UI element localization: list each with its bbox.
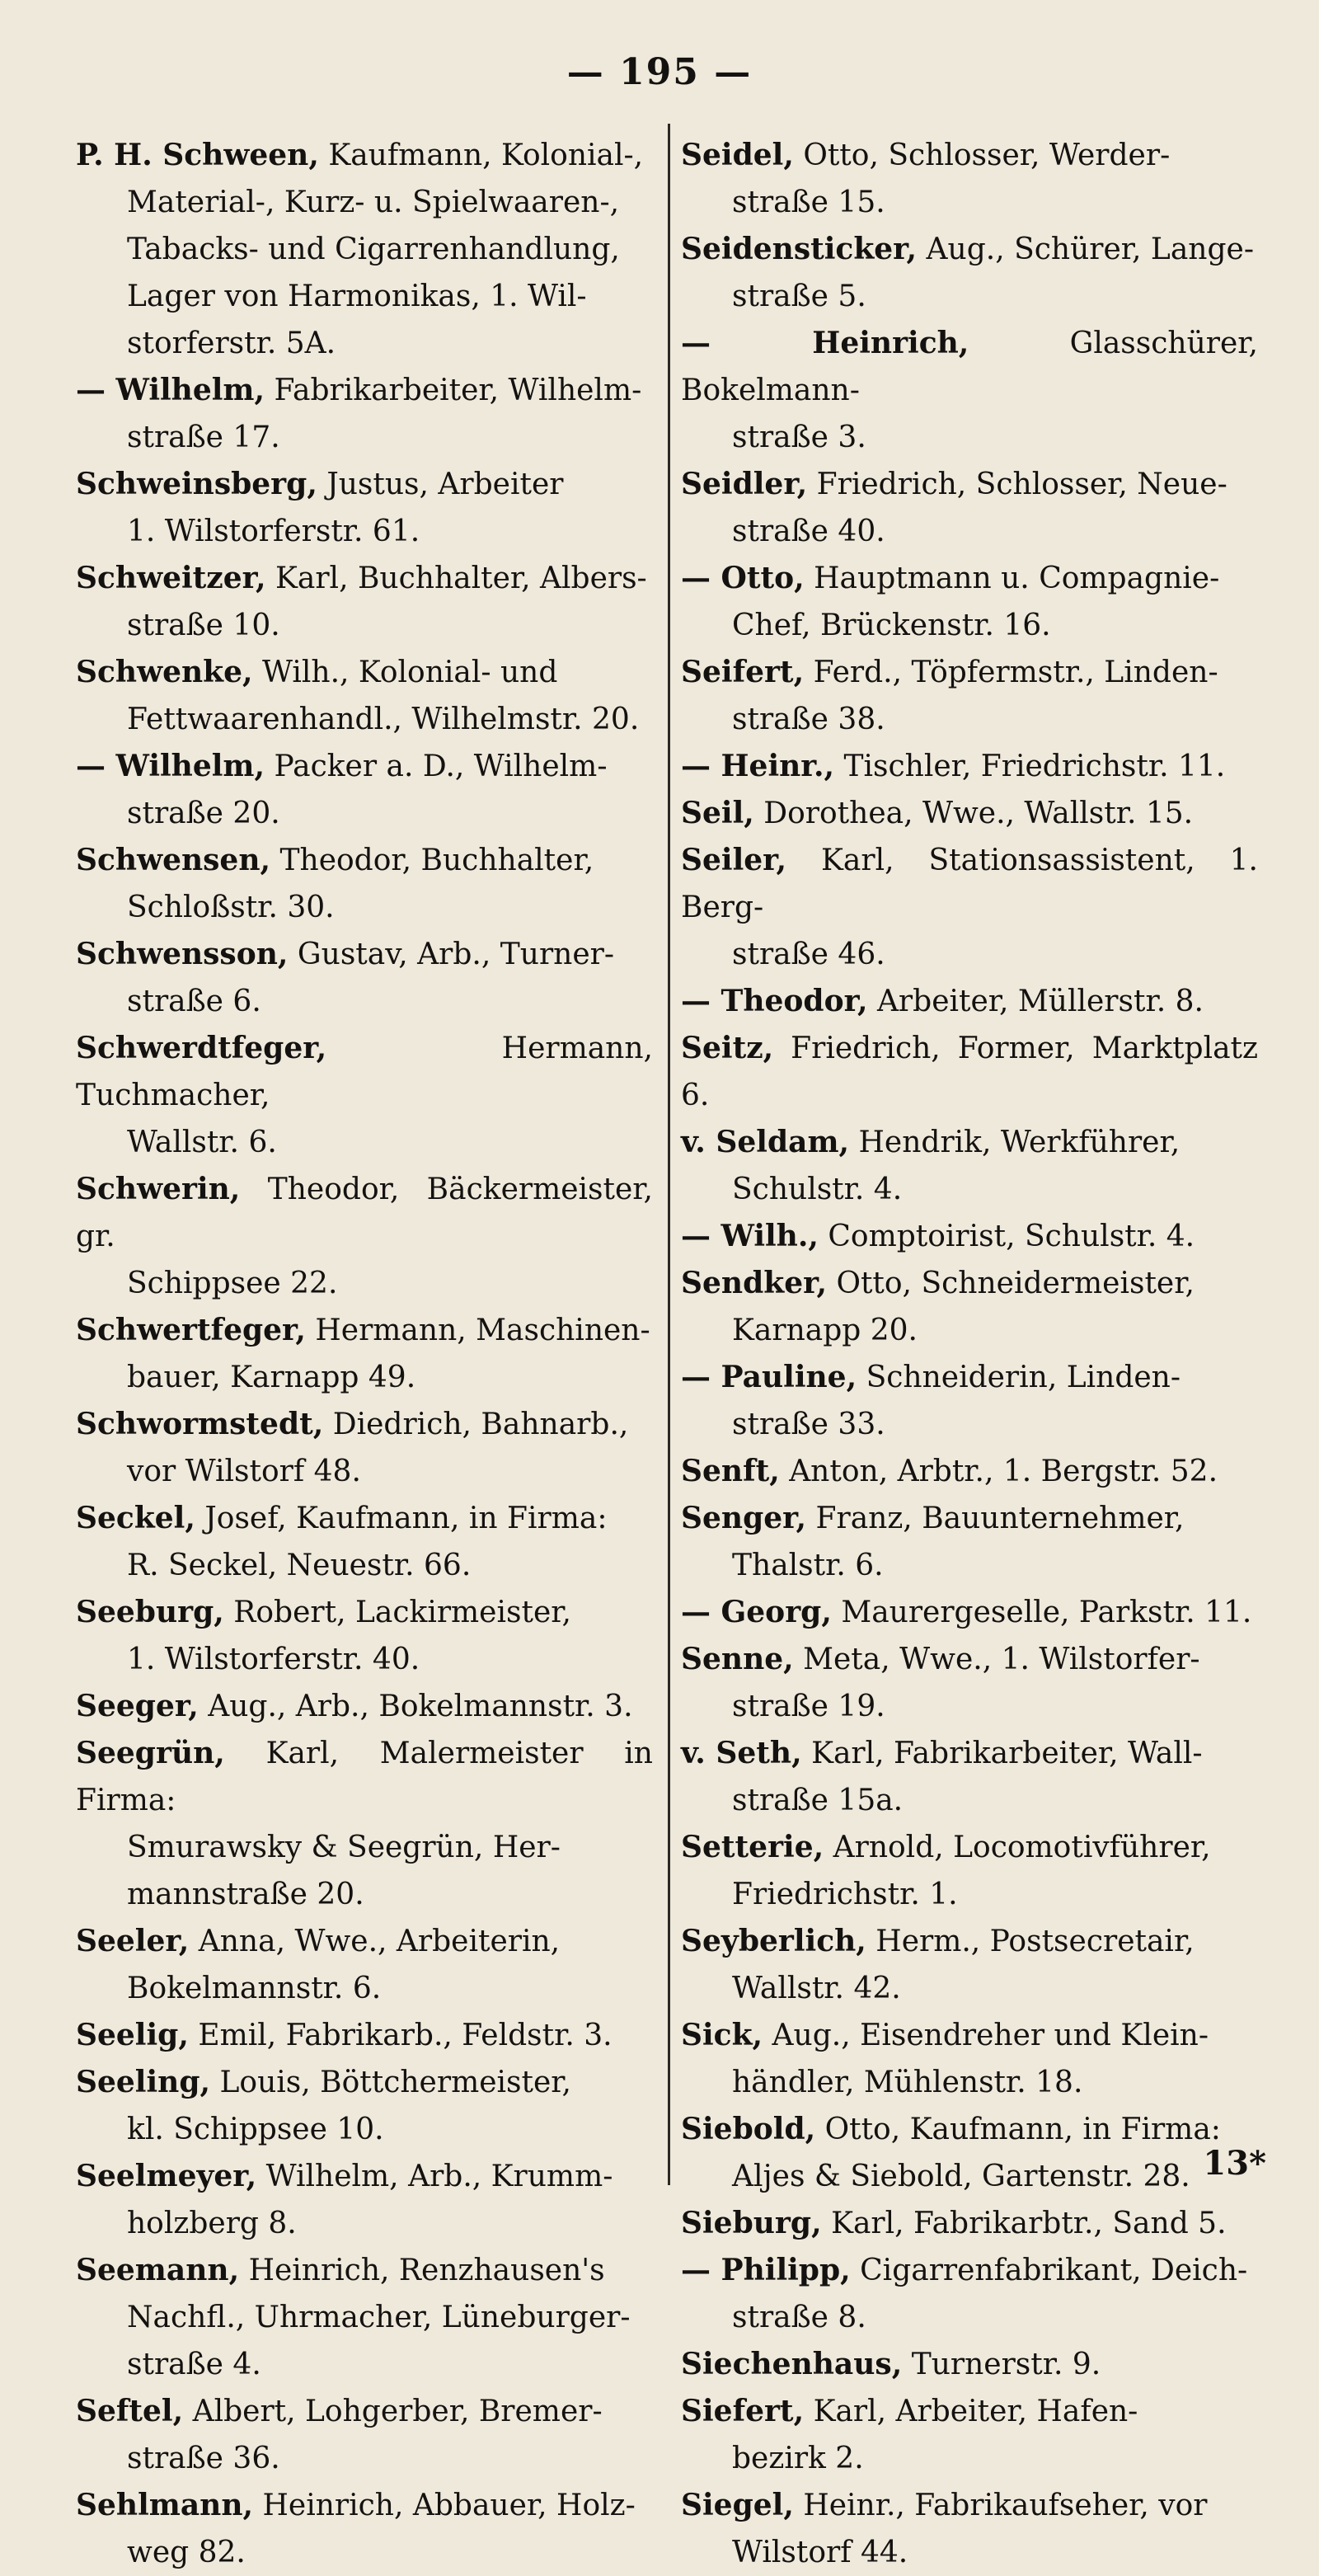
entry-line: Karl, Fabrikarbtr., Sand 5. bbox=[831, 2207, 1227, 2240]
entry-first-line bbox=[681, 1448, 1258, 1495]
entry-first-line bbox=[76, 2012, 653, 2059]
entry-name: Seelig, bbox=[76, 2018, 189, 2052]
entry-continuation-line: straße 3. bbox=[732, 421, 866, 454]
entry-line: Albert, Lohgerber, Bremer- bbox=[192, 2395, 603, 2428]
directory-entry bbox=[681, 320, 1258, 461]
directory-entry bbox=[681, 837, 1258, 978]
entry-name: Siechenhaus, bbox=[681, 2347, 903, 2381]
directory-entry bbox=[681, 1025, 1258, 1119]
directory-entry bbox=[76, 931, 653, 1025]
entry-continuation-line: Wallstr. 42. bbox=[732, 1972, 901, 2005]
entry-continuation-line: straße 10. bbox=[127, 609, 280, 642]
entry-name: P. H. Schween, bbox=[76, 138, 319, 172]
entry-name: Senft, bbox=[681, 1454, 780, 1488]
entry-name: Sehlmann, bbox=[76, 2488, 254, 2522]
entry-continuation-line: Schloßstr. 30. bbox=[127, 891, 335, 924]
entry-first-line bbox=[681, 837, 1258, 931]
directory-entry bbox=[76, 555, 653, 649]
entry-first-line bbox=[681, 2482, 1258, 2529]
directory-entry bbox=[681, 2388, 1258, 2482]
entry-continuation-line: straße 38. bbox=[732, 703, 885, 736]
entry-first-line bbox=[681, 132, 1258, 179]
entry-continuation-line: holzberg 8. bbox=[127, 2207, 297, 2240]
entry-first-line bbox=[76, 1495, 653, 1542]
directory-entry bbox=[76, 2247, 653, 2388]
directory-entry bbox=[681, 790, 1258, 837]
entry-continuation-line: Nachfl., Uhrmacher, Lüneburger- bbox=[127, 2301, 631, 2334]
directory-entry bbox=[76, 2059, 653, 2153]
entry-continuation-line: mannstraße 20. bbox=[127, 1878, 364, 1911]
entry-line: Maurergeselle, Parkstr. 11. bbox=[841, 1596, 1252, 1629]
entry-line: Wilh., Kolonial- und bbox=[262, 656, 558, 689]
entry-line: Anna, Wwe., Arbeiterin, bbox=[198, 1925, 561, 1958]
entry-line: Dorothea, Wwe., Wallstr. 15. bbox=[763, 797, 1194, 830]
entry-first-line bbox=[76, 743, 653, 790]
entry-continuation-line: straße 8. bbox=[732, 2301, 866, 2334]
entry-name: Sendker, bbox=[681, 1266, 827, 1300]
entry-continuation-line: straße 4. bbox=[127, 2348, 261, 2381]
entry-name: Seifert, bbox=[681, 655, 805, 689]
entry-name: Seitz, bbox=[681, 1031, 774, 1065]
directory-entry bbox=[681, 1824, 1258, 1918]
entry-line: Ferd., Töpfermstr., Linden- bbox=[813, 656, 1218, 689]
entry-line: Karl, Malermeister in Firma: bbox=[76, 1737, 653, 1817]
directory-entry bbox=[76, 461, 653, 555]
entry-line: Friedrich, Schlosser, Neue- bbox=[816, 468, 1227, 501]
right-column bbox=[681, 132, 1258, 2576]
directory-entry bbox=[681, 2012, 1258, 2106]
entry-line: Arbeiter, Müllerstr. 8. bbox=[876, 985, 1204, 1018]
directory-entry bbox=[76, 1683, 653, 1730]
entry-line: Heinrich, Renzhausen's bbox=[248, 2254, 605, 2287]
entry-line: Hermann, Maschinen- bbox=[315, 1314, 650, 1347]
entry-continuation-line: straße 15. bbox=[732, 186, 885, 219]
entry-line: Aug., Schürer, Lange- bbox=[926, 233, 1254, 266]
entry-continuation-line: straße 20. bbox=[127, 797, 280, 830]
entry-name: Schwerin, bbox=[76, 1172, 241, 1206]
entry-continuation-line: Bokelmannstr. 6. bbox=[127, 1972, 382, 2005]
directory-entry bbox=[681, 978, 1258, 1025]
entry-line: Hendrik, Werkführer, bbox=[858, 1126, 1181, 1159]
column-divider bbox=[668, 124, 670, 2185]
entry-name: Seegrün, bbox=[76, 1736, 225, 1770]
entry-continuation-line: weg 82. bbox=[127, 2536, 246, 2569]
entry-name: Schwensen, bbox=[76, 843, 271, 877]
entry-name: Seeler, bbox=[76, 1924, 190, 1958]
entry-first-line bbox=[76, 2247, 653, 2294]
directory-entry bbox=[76, 2153, 653, 2247]
entry-first-line bbox=[681, 1354, 1258, 1401]
entry-name: Sick, bbox=[681, 2018, 763, 2052]
directory-entry bbox=[681, 1213, 1258, 1260]
entry-first-line bbox=[681, 743, 1258, 790]
entry-name: — Philipp, bbox=[681, 2253, 851, 2287]
entry-first-line bbox=[76, 1918, 653, 1965]
entry-name: Setterie, bbox=[681, 1830, 824, 1864]
entry-first-line bbox=[681, 2106, 1258, 2153]
entry-continuation-line: Wilstorf 44. bbox=[732, 2536, 908, 2569]
entry-line: Louis, Böttchermeister, bbox=[219, 2066, 571, 2099]
entry-continuation-line: straße 6. bbox=[127, 985, 261, 1018]
entry-first-line bbox=[681, 2388, 1258, 2435]
directory-entry bbox=[76, 2388, 653, 2482]
entry-first-line bbox=[681, 1213, 1258, 1260]
entry-line: Otto, Schlosser, Werder- bbox=[803, 139, 1171, 172]
entry-first-line bbox=[76, 2388, 653, 2435]
entry-continuation-line: Material-, Kurz- u. Spielwaaren-, bbox=[127, 186, 620, 219]
entry-line: Turnerstr. 9. bbox=[911, 2348, 1101, 2381]
entry-line: Emil, Fabrikarb., Feldstr. 3. bbox=[198, 2019, 613, 2052]
directory-entry bbox=[681, 649, 1258, 743]
entry-line: Aug., Arb., Bokelmannstr. 3. bbox=[208, 1690, 633, 1723]
entry-line: Hauptmann u. Compagnie- bbox=[814, 562, 1220, 595]
entry-name: v. Seldam, bbox=[681, 1125, 850, 1159]
directory-entry bbox=[681, 226, 1258, 320]
entry-first-line bbox=[76, 2059, 653, 2106]
entry-line: Packer a. D., Wilhelm- bbox=[274, 750, 608, 783]
entry-line: Karl, Fabrikarbeiter, Wall- bbox=[811, 1737, 1203, 1770]
directory-entry bbox=[681, 555, 1258, 649]
entry-name: Schweinsberg, bbox=[76, 467, 317, 501]
directory-entry bbox=[681, 461, 1258, 555]
entry-first-line bbox=[681, 226, 1258, 273]
entry-line: Karl, Buchhalter, Albers- bbox=[275, 562, 647, 595]
entry-first-line bbox=[681, 461, 1258, 508]
entry-first-line bbox=[76, 1166, 653, 1260]
directory-entry bbox=[76, 1025, 653, 1166]
entry-first-line bbox=[76, 2153, 653, 2200]
entry-name: v. Seth, bbox=[681, 1736, 802, 1770]
entry-name: — Pauline, bbox=[681, 1360, 857, 1394]
entry-name: Seeger, bbox=[76, 1689, 199, 1723]
entry-first-line bbox=[681, 2341, 1258, 2388]
entry-first-line bbox=[76, 1683, 653, 1730]
entry-first-line bbox=[76, 837, 653, 884]
directory-entry bbox=[76, 1401, 653, 1495]
entry-first-line bbox=[76, 1025, 653, 1119]
entry-line: Karl, Stationsassistent, 1. Berg- bbox=[681, 844, 1258, 924]
entry-continuation-line: Schulstr. 4. bbox=[732, 1173, 903, 1206]
entry-line: Herm., Postsecretair, bbox=[875, 1925, 1195, 1958]
directory-entry bbox=[76, 367, 653, 461]
entry-continuation-line: straße 36. bbox=[127, 2442, 280, 2475]
entry-name: — Wilh., bbox=[681, 1219, 819, 1253]
directory-entry bbox=[76, 1307, 653, 1401]
directory-entry bbox=[681, 1448, 1258, 1495]
entry-name: Seidensticker, bbox=[681, 232, 918, 266]
entry-first-line bbox=[681, 1636, 1258, 1683]
entry-first-line bbox=[76, 649, 653, 696]
directory-entry bbox=[681, 1119, 1258, 1213]
directory-entry bbox=[76, 649, 653, 743]
entry-continuation-line: straße 15a. bbox=[732, 1784, 904, 1817]
entry-name: Seyberlich, bbox=[681, 1924, 866, 1958]
entry-line: Robert, Lackirmeister, bbox=[233, 1596, 571, 1629]
entry-continuation-line: händler, Mühlenstr. 18. bbox=[732, 2066, 1083, 2099]
entry-name: Schwensson, bbox=[76, 937, 289, 971]
entry-name: Schwertfeger, bbox=[76, 1313, 306, 1347]
directory-entry bbox=[681, 1260, 1258, 1354]
entry-continuation-line: Thalstr. 6. bbox=[732, 1549, 884, 1582]
entry-name: — Georg, bbox=[681, 1595, 832, 1629]
entry-line: Meta, Wwe., 1. Wilstorfer- bbox=[803, 1643, 1200, 1676]
entry-first-line bbox=[681, 320, 1258, 414]
entry-name: Schwormstedt, bbox=[76, 1407, 324, 1441]
directory-entry bbox=[76, 132, 653, 367]
entry-first-line bbox=[76, 461, 653, 508]
directory-entry bbox=[76, 2012, 653, 2059]
entry-continuation-line: Wallstr. 6. bbox=[127, 1126, 277, 1159]
entry-continuation-line: bezirk 2. bbox=[732, 2442, 864, 2475]
directory-entry bbox=[76, 837, 653, 931]
entry-line: Wilhelm, Arb., Krumm- bbox=[265, 2160, 613, 2193]
entry-name: Seiler, bbox=[681, 843, 787, 877]
entry-line: Otto, Kaufmann, in Firma: bbox=[824, 2113, 1221, 2146]
entry-line: Friedrich, Former, Marktplatz 6. bbox=[681, 1032, 1258, 1112]
entry-first-line bbox=[76, 132, 653, 179]
entry-line: Schneiderin, Linden- bbox=[866, 1361, 1181, 1394]
entry-continuation-line: Tabacks- und Cigarrenhandlung, bbox=[127, 233, 620, 266]
entry-line: Tischler, Friedrichstr. 11. bbox=[843, 750, 1226, 783]
entry-line: Anton, Arbtr., 1. Bergstr. 52. bbox=[789, 1455, 1218, 1488]
entry-line: Justus, Arbeiter bbox=[326, 468, 564, 501]
entry-continuation-line: storferstr. 5A. bbox=[127, 327, 336, 360]
entry-line: Heinr., Fabrikaufseher, vor bbox=[803, 2489, 1208, 2522]
entry-continuation-line: vor Wilstorf 48. bbox=[127, 1455, 361, 1488]
entry-line: Glasschürer, Bokelmann- bbox=[681, 327, 1258, 407]
entry-name: Seeling, bbox=[76, 2065, 211, 2099]
entry-first-line bbox=[681, 790, 1258, 837]
entry-name: — Heinr., bbox=[681, 749, 835, 783]
entry-name: Seemann, bbox=[76, 2253, 240, 2287]
directory-entry bbox=[681, 2341, 1258, 2388]
entry-line: Theodor, Bäckermeister, gr. bbox=[76, 1173, 653, 1253]
entry-line: Karl, Arbeiter, Hafen- bbox=[813, 2395, 1138, 2428]
entry-name: Siebold, bbox=[681, 2112, 816, 2146]
entry-continuation-line: kl. Schippsee 10. bbox=[127, 2113, 384, 2146]
directory-entry bbox=[681, 1730, 1258, 1824]
entry-first-line bbox=[76, 1589, 653, 1636]
entry-name: Seelmeyer, bbox=[76, 2159, 257, 2193]
printer-signature: 13* bbox=[1203, 2144, 1266, 2183]
directory-entry bbox=[76, 1495, 653, 1589]
entry-continuation-line: bauer, Karnapp 49. bbox=[127, 1361, 416, 1394]
entry-name: Schwerdtfeger, bbox=[76, 1031, 327, 1065]
entry-continuation-line: Schippsee 22. bbox=[127, 1267, 338, 1300]
entry-first-line bbox=[681, 1025, 1258, 1119]
entry-name: — Otto, bbox=[681, 561, 805, 595]
directory-entry bbox=[681, 2247, 1258, 2341]
entry-line: Diedrich, Bahnarb., bbox=[332, 1408, 629, 1441]
entry-name: — Wilhelm, bbox=[76, 749, 265, 783]
entry-name: Schweitzer, bbox=[76, 561, 266, 595]
entry-line: Kaufmann, Kolonial-, bbox=[328, 139, 644, 172]
entry-name: — Wilhelm, bbox=[76, 373, 265, 407]
entry-line: Comptoirist, Schulstr. 4. bbox=[828, 1220, 1195, 1253]
directory-entry bbox=[681, 2200, 1258, 2247]
entry-line: Fabrikarbeiter, Wilhelm- bbox=[274, 374, 642, 407]
entry-first-line bbox=[681, 1918, 1258, 1965]
entry-name: Siefert, bbox=[681, 2394, 805, 2428]
entry-continuation-line: straße 46. bbox=[732, 938, 885, 971]
directory-entry bbox=[681, 2482, 1258, 2576]
entry-first-line bbox=[76, 2482, 653, 2529]
directory-entry bbox=[76, 743, 653, 837]
entry-continuation-line: straße 40. bbox=[732, 515, 885, 548]
entry-name: Siegel, bbox=[681, 2488, 794, 2522]
left-column bbox=[76, 132, 653, 2576]
directory-entry bbox=[681, 1918, 1258, 2012]
entry-first-line bbox=[76, 1307, 653, 1354]
entry-name: Seeburg, bbox=[76, 1595, 224, 1629]
entry-name: Seil, bbox=[681, 796, 754, 830]
entry-first-line bbox=[681, 1260, 1258, 1307]
entry-first-line bbox=[681, 978, 1258, 1025]
entry-name: — Heinrich, bbox=[681, 326, 969, 360]
entry-first-line bbox=[681, 649, 1258, 696]
entry-name: Seidler, bbox=[681, 467, 808, 501]
directory-entry bbox=[76, 2482, 653, 2576]
entry-first-line bbox=[681, 1589, 1258, 1636]
entry-name: — Theodor, bbox=[681, 984, 868, 1018]
entry-first-line bbox=[76, 1730, 653, 1824]
entry-first-line bbox=[681, 555, 1258, 602]
directory-entry bbox=[681, 1636, 1258, 1730]
entry-continuation-line: Chef, Brückenstr. 16. bbox=[732, 609, 1051, 642]
entry-line: Otto, Schneidermeister, bbox=[836, 1267, 1195, 1300]
entry-name: Sieburg, bbox=[681, 2206, 822, 2240]
directory-entry bbox=[76, 1918, 653, 2012]
directory-entry bbox=[76, 1166, 653, 1307]
page-number: — 195 — bbox=[566, 51, 753, 93]
entry-line: Cigarrenfabrikant, Deich- bbox=[860, 2254, 1248, 2287]
entry-continuation-line: 1. Wilstorferstr. 40. bbox=[127, 1643, 420, 1676]
entry-line: Theodor, Buchhalter, bbox=[279, 844, 594, 877]
directory-entry bbox=[76, 1589, 653, 1683]
directory-entry bbox=[681, 1354, 1258, 1448]
entry-name: Seidel, bbox=[681, 138, 794, 172]
entry-continuation-line: Friedrichstr. 1. bbox=[732, 1878, 958, 1911]
entry-first-line bbox=[76, 555, 653, 602]
entry-first-line bbox=[681, 2247, 1258, 2294]
entry-continuation-line: straße 5. bbox=[732, 280, 866, 313]
entry-first-line bbox=[681, 1495, 1258, 1542]
entry-line: Gustav, Arb., Turner- bbox=[297, 938, 615, 971]
entry-continuation-line: straße 17. bbox=[127, 421, 280, 454]
entry-first-line bbox=[76, 367, 653, 414]
entry-name: Senger, bbox=[681, 1501, 807, 1535]
directory-entry bbox=[681, 1495, 1258, 1589]
entry-continuation-line: Lager von Harmonikas, 1. Wil- bbox=[127, 280, 587, 313]
entry-line: Franz, Bauunternehmer, bbox=[815, 1502, 1185, 1535]
entry-name: Seckel, bbox=[76, 1501, 195, 1535]
entry-line: Hermann, Tuchmacher, bbox=[76, 1032, 653, 1112]
directory-entry bbox=[681, 743, 1258, 790]
entry-name: Schwenke, bbox=[76, 655, 253, 689]
entry-continuation-line: Fettwaarenhandl., Wilhelmstr. 20. bbox=[127, 703, 640, 736]
directory-entry bbox=[681, 2106, 1258, 2200]
entry-first-line bbox=[681, 1119, 1258, 1166]
entry-line: Heinrich, Abbauer, Holz- bbox=[262, 2489, 636, 2522]
entry-continuation-line: Karnapp 20. bbox=[732, 1314, 918, 1347]
entry-continuation-line: 1. Wilstorferstr. 61. bbox=[127, 515, 420, 548]
entry-line: Josef, Kaufmann, in Firma: bbox=[204, 1502, 608, 1535]
directory-entry bbox=[76, 1730, 653, 1918]
entry-name: Seftel, bbox=[76, 2394, 184, 2428]
entry-first-line bbox=[76, 1401, 653, 1448]
directory-entry bbox=[681, 1589, 1258, 1636]
entry-first-line bbox=[681, 2200, 1258, 2247]
directory-entry bbox=[681, 132, 1258, 226]
entry-first-line bbox=[76, 931, 653, 978]
entry-continuation-line: straße 33. bbox=[732, 1408, 885, 1441]
entry-first-line bbox=[681, 2012, 1258, 2059]
entry-continuation-line: R. Seckel, Neuestr. 66. bbox=[127, 1549, 472, 1582]
entry-line: Arnold, Locomotivführer, bbox=[833, 1831, 1211, 1864]
entry-name: Senne, bbox=[681, 1642, 794, 1676]
entry-continuation-line: straße 19. bbox=[732, 1690, 885, 1723]
entry-continuation-line: Aljes & Siebold, Gartenstr. 28. bbox=[732, 2160, 1190, 2193]
entry-line: Aug., Eisendreher und Klein- bbox=[772, 2019, 1209, 2052]
entry-first-line bbox=[681, 1730, 1258, 1777]
entry-continuation-line: Smurawsky & Seegrün, Her- bbox=[127, 1831, 561, 1864]
entry-first-line bbox=[681, 1824, 1258, 1871]
